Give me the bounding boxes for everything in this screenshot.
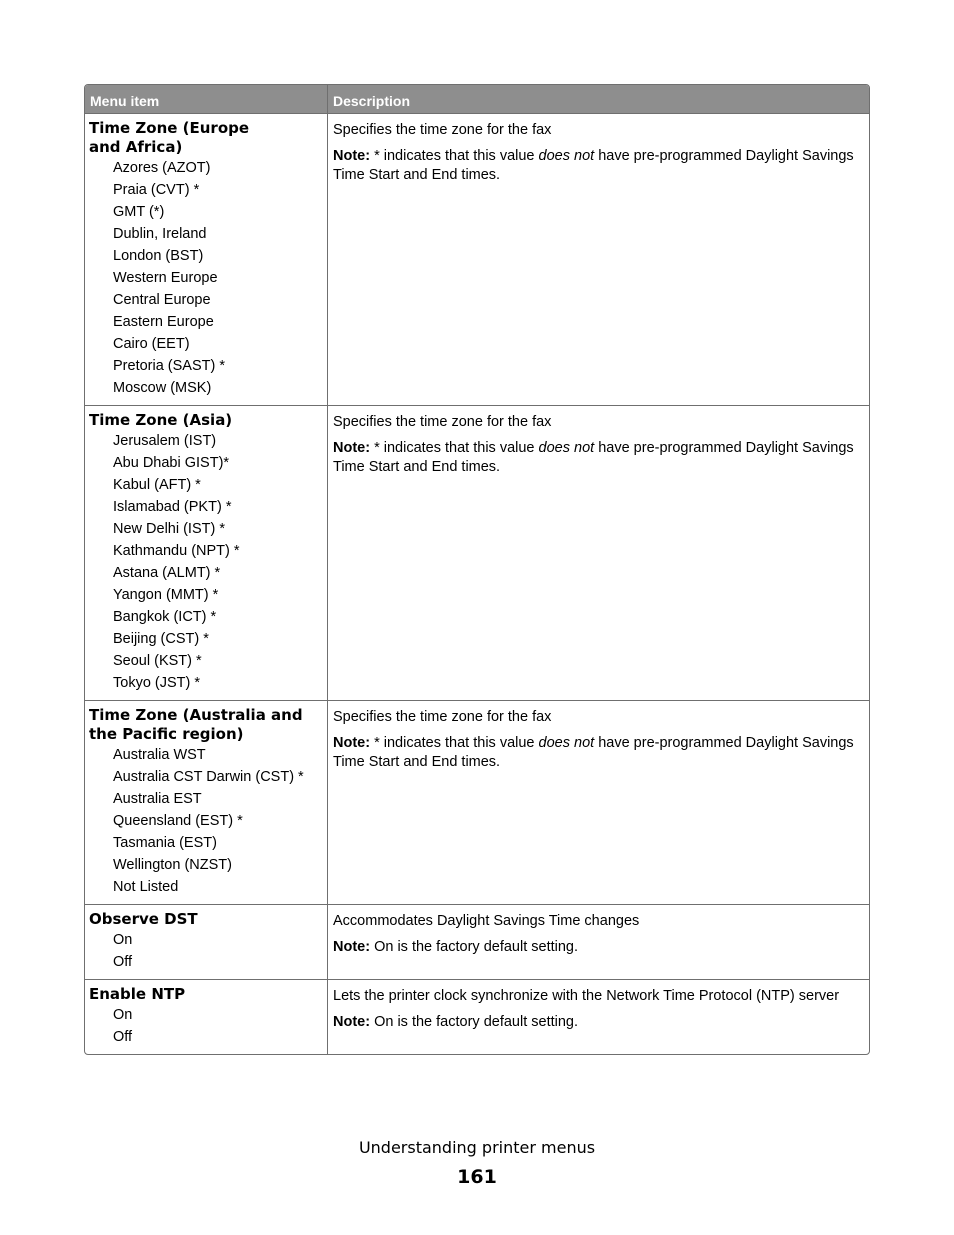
note-text-end: have pre-programmed Daylight Savings Time Start and End times. — [333, 735, 854, 770]
menu-item-title: Time Zone (Australia and the Pacific region) — [89, 706, 303, 743]
menu-item-cell — [85, 406, 328, 700]
note-label: Note: — [333, 148, 371, 164]
menu-item-title: Time Zone (Asia) — [89, 411, 233, 429]
note-label: Note: — [333, 1014, 371, 1030]
table-header — [85, 85, 869, 113]
note-emphasis: does not — [538, 440, 595, 456]
menu-option: Beijing (CST) * — [113, 631, 209, 647]
menu-table — [84, 84, 870, 1055]
menu-option: On — [113, 1007, 133, 1023]
menu-item-cell — [85, 114, 328, 405]
note-label: Note: — [333, 735, 371, 751]
menu-option: Dublin, Ireland — [113, 226, 207, 242]
note-label: Note: — [333, 440, 371, 456]
menu-option: Wellington (NZST) — [113, 857, 232, 873]
description-text: Specifies the time zone for the fax — [333, 709, 552, 725]
menu-option: Tasmania (EST) — [113, 835, 217, 851]
menu-option: Astana (ALMT) * — [113, 565, 221, 581]
menu-option: Eastern Europe — [113, 314, 214, 330]
menu-option: On — [113, 932, 133, 948]
note-text: On is the factory default setting. — [370, 1014, 579, 1030]
menu-option: Pretoria (SAST) * — [113, 358, 225, 374]
menu-option: Western Europe — [113, 270, 218, 286]
description-note — [333, 1013, 863, 1032]
header-description: Description — [333, 93, 411, 109]
note-text-end: have pre-programmed Daylight Savings Time Start and End times. — [333, 148, 854, 183]
menu-option: Azores (AZOT) — [113, 160, 211, 176]
description-cell — [328, 905, 869, 979]
description-note — [333, 938, 863, 957]
menu-option: Kabul (AFT) * — [113, 477, 201, 493]
note-text-end: have pre-programmed Daylight Savings Time Start and End times. — [333, 440, 854, 475]
table-row — [85, 904, 869, 979]
description-cell — [328, 980, 869, 1054]
page-number: 161 — [457, 1166, 497, 1188]
menu-option: Off — [113, 954, 133, 970]
description-note — [333, 147, 863, 185]
menu-option: GMT (*) — [113, 204, 165, 220]
menu-option: Praia (CVT) * — [113, 182, 200, 198]
note-text: * indicates that this value — [370, 735, 539, 751]
description-text: Specifies the time zone for the fax — [333, 414, 552, 430]
menu-item-title: Time Zone (Europe and Africa) — [89, 119, 250, 156]
description-note — [333, 734, 863, 772]
menu-option: Kathmandu (NPT) * — [113, 543, 240, 559]
menu-option: New Delhi (IST) * — [113, 521, 225, 537]
table-body — [85, 113, 869, 1054]
menu-option: Moscow (MSK) — [113, 380, 212, 396]
menu-option: Jerusalem (IST) — [113, 433, 217, 449]
note-text: * indicates that this value — [370, 440, 539, 456]
menu-option: Tokyo (JST) * — [113, 675, 201, 691]
menu-item-cell — [85, 905, 328, 979]
table-row — [85, 700, 869, 904]
description-cell — [328, 114, 869, 405]
note-text: * indicates that this value — [370, 148, 539, 164]
footer-section-title: Understanding printer menus — [358, 1138, 596, 1157]
menu-option: Australia EST — [113, 791, 202, 807]
table-row — [85, 979, 869, 1054]
menu-item-cell — [85, 980, 328, 1054]
table-row — [85, 113, 869, 405]
note-label: Note: — [333, 939, 371, 955]
menu-option: Islamabad (PKT) * — [113, 499, 232, 515]
menu-option: Central Europe — [113, 292, 211, 308]
note-emphasis: does not — [538, 735, 595, 751]
menu-option: Off — [113, 1029, 133, 1045]
table-row — [85, 405, 869, 700]
description-note — [333, 439, 863, 477]
menu-option: Bangkok (ICT) * — [113, 609, 217, 625]
menu-option: Not Listed — [113, 879, 179, 895]
menu-option: London (BST) — [113, 248, 204, 264]
header-menu-item: Menu item — [85, 85, 328, 113]
menu-option: Seoul (KST) * — [113, 653, 202, 669]
menu-option: Abu Dhabi GIST)* — [113, 455, 230, 471]
menu-option: Cairo (EET) — [113, 336, 190, 352]
menu-option: Australia CST Darwin (CST) * — [113, 769, 304, 785]
menu-option: Yangon (MMT) * — [113, 587, 219, 603]
description-text: Lets the printer clock synchronize with the Network Time Protocol (NTP) server — [333, 988, 840, 1004]
menu-option: Australia WST — [113, 747, 206, 763]
description-text: Accommodates Daylight Savings Time changes — [333, 913, 640, 929]
menu-item-title: Enable NTP — [89, 985, 186, 1003]
note-text: On is the factory default setting. — [370, 939, 579, 955]
menu-item-cell — [85, 701, 328, 904]
menu-option: Queensland (EST) * — [113, 813, 243, 829]
description-text: Specifies the time zone for the fax — [333, 122, 552, 138]
menu-item-title: Observe DST — [89, 910, 198, 928]
description-cell — [328, 701, 869, 904]
note-emphasis: does not — [538, 148, 595, 164]
description-cell — [328, 406, 869, 700]
